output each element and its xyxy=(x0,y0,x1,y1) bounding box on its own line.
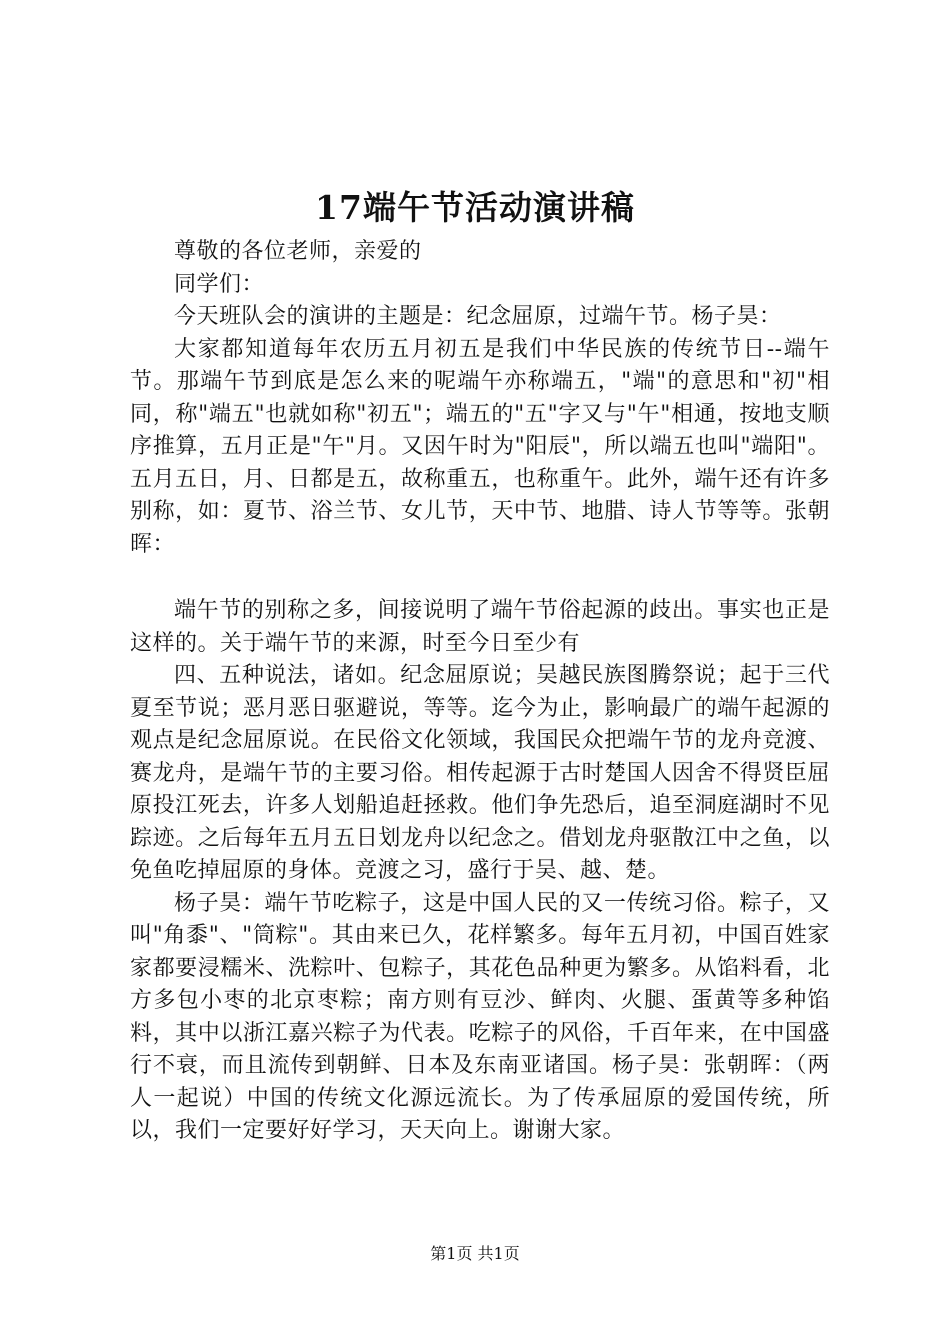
page-number: 第1页 共1页 xyxy=(430,1244,520,1263)
paragraph-origin-names: 大家都知道每年农历五月初五是我们中华民族的传统节日--端午节。那端午节到底是怎么来的呢端午亦称端五，"端"的意思和"初"相同，称"端五"也就如称"初五"；端五的"五"字又与"午"相通，按地支顺序推算，五月正是"午"月。又因午时为"阳辰"，所以端五也叫"端阳"。五月五日，月、日都是五，故称重五，也称重午。此外，端午还有许多别称，如：夏节、浴兰节、女儿节，天中节、地腊、诗人节等等。张朝晖： xyxy=(130,336,830,557)
paragraph-zongzi: 杨子昊：端午节吃粽子，这是中国人民的又一传统习俗。粽子，又叫"角黍"、"筒粽"。其由来已久，花样繁多。每年五月初，中国百姓家家都要浸糯米、洗粽叶、包粽子，其花色品种更为繁多。从馅料看，北方多包小枣的北京枣粽；南方则有豆沙、鲜肉、火腿、蛋黄等多种馅料，其中以浙江嘉兴粽子为代表。吃粽子的风俗，千百年来，在中国盛行不衰，而且流传到朝鲜、日本及东南亚诸国。杨子昊：张朝晖：（两人一起说）中国的传统文化源远流长。为了传承屈原的爱国传统，所以，我们一定要好好学习，天天向上。谢谢大家。 xyxy=(130,890,830,1143)
paragraph-origin-theories: 四、五种说法，诸如。纪念屈原说；吴越民族图腾祭说；起于三代夏至节说；恶月恶日驱避说，等等。迄今为止，影响最广的端午起源的观点是纪念屈原说。在民俗文化领域，我国民众把端午节的龙舟竞渡、赛龙舟，是端午节的主要习俗。相传起源于古时楚国人因舍不得贤臣屈原投江死去，许多人划船追赶拯救。他们争先恐后，追至洞庭湖时不见踪迹。之后每年五月五日划龙舟以纪念之。借划龙舟驱散江中之鱼，以免鱼吃掉屈原的身体。竞渡之习，盛行于吴、越、楚。 xyxy=(130,663,830,883)
paragraph-gap xyxy=(130,561,830,595)
paragraph-intro: 今天班队会的演讲的主题是：纪念屈原，过端午节。杨子昊： xyxy=(174,304,782,329)
paragraph-greeting-cont: 同学们： xyxy=(174,271,265,297)
paragraph-many-names: 端午节的别称之多，间接说明了端午节俗起源的歧出。事实也正是这样的。关于端午节的来源，时至今日至少有 xyxy=(130,598,830,656)
paragraph-greeting: 尊敬的各位老师，亲爱的 xyxy=(174,239,422,264)
document-title: 17端午节活动演讲稿 xyxy=(315,188,635,227)
document-body xyxy=(130,236,830,1148)
